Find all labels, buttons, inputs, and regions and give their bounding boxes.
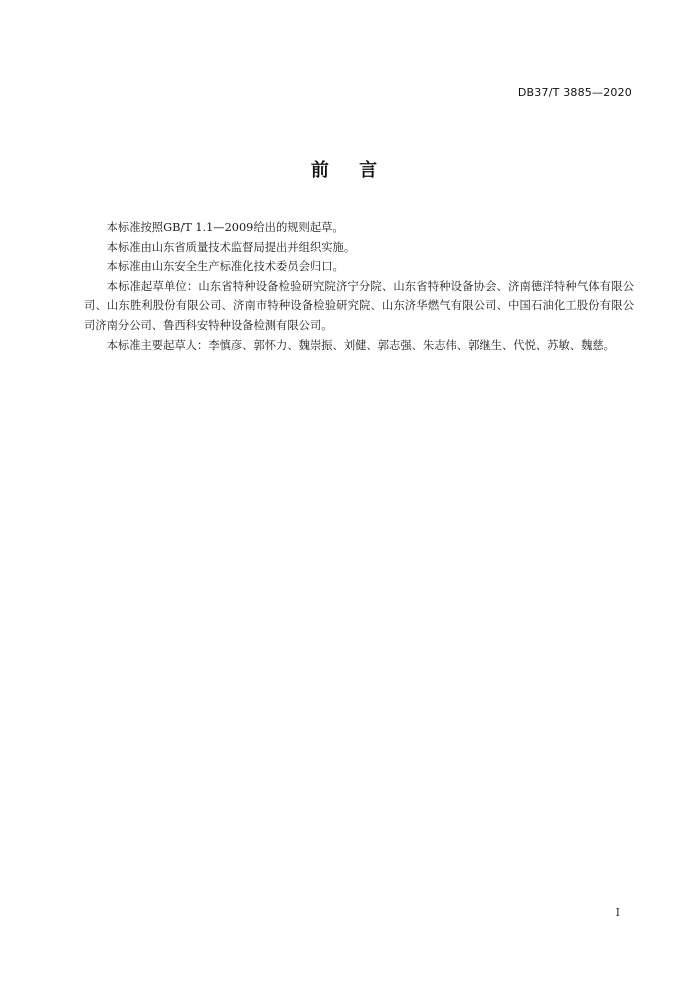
paragraph-drafters: 本标准主要起草人：李慎彦、郭怀力、魏崇振、刘健、郭志强、朱志伟、郭继生、代悦、苏敏、魏慈。 [106,338,615,352]
paragraph-drafting-rules: 本标准按照GB/T 1.1—2009给出的规则起草。 [106,221,344,234]
paragraph-drafting-units: 本标准起草单位：山东省特种设备检验研究院济宁分院、山东省特种设备协会、济南德洋特种气体有限公司、山东胜利股份有限公司、济南市特种设备检验研究院、山东济华燃气有限公司、中国石油化工股份有限公司济南分公司、鲁西科安特种设备检测有限公司。 [84,279,634,332]
paragraph-proposer: 本标准由山东省质量技术监督局提出并组织实施。 [106,240,356,254]
document-code: DB37/T 3885—2020 [517,86,632,99]
page-number: I [615,906,620,919]
page-title: 前 言 [310,160,390,181]
paragraph-technical-committee: 本标准由山东安全生产标准化技术委员会归口。 [106,260,344,274]
foreword-body [84,218,634,355]
